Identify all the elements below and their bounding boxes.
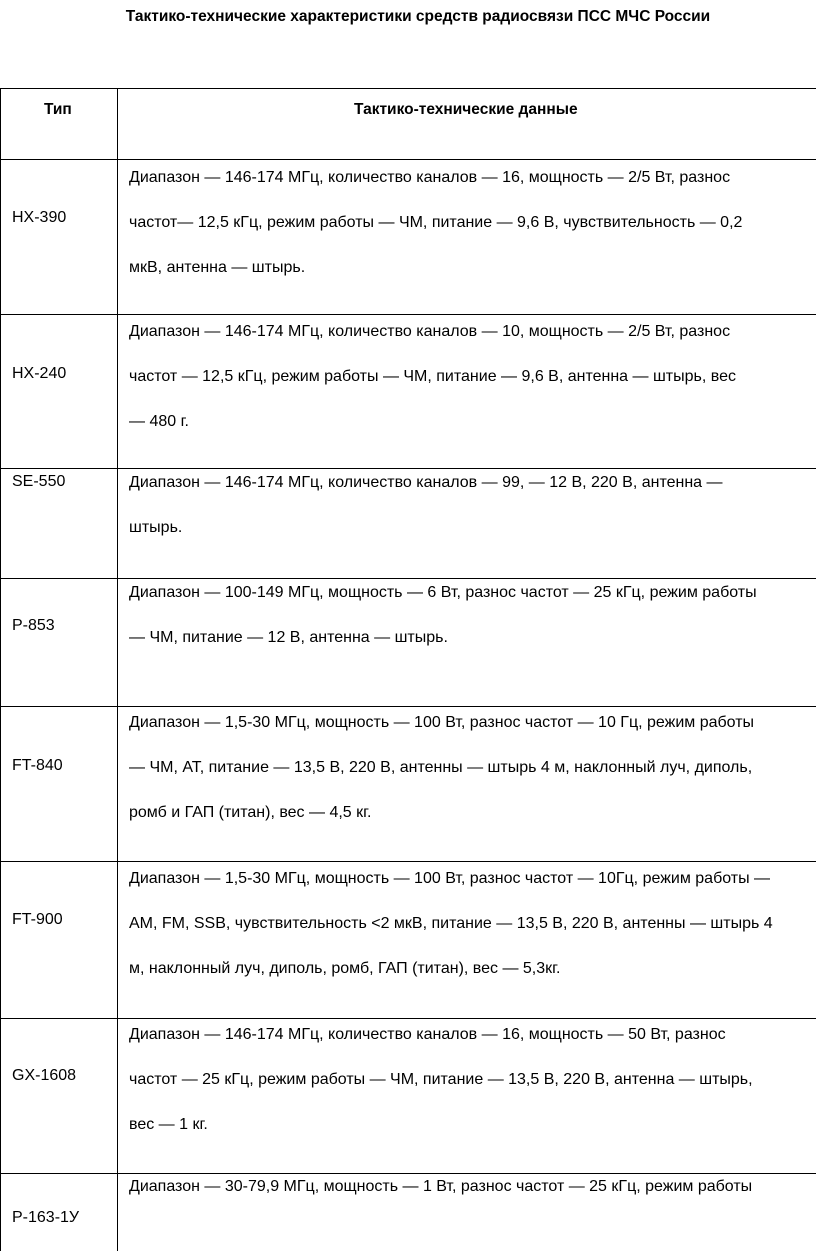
- row-type: HX-390: [12, 209, 67, 226]
- description-line: Диапазон — 146-174 МГц, количество каналов — 16, мощность — 50 Вт, разнос: [129, 1026, 726, 1043]
- header-data: Тактико-технические данные: [354, 101, 578, 118]
- row-description: [129, 1012, 816, 1147]
- description-line: — ЧМ, питание — 12 В, антенна — штырь.: [129, 629, 448, 646]
- description-line: ромб и ГАП (титан), вес — 4,5 кг.: [129, 804, 372, 821]
- description-line: Диапазон — 146-174 МГц, количество каналов — 10, мощность — 2/5 Вт, разнос: [129, 323, 731, 340]
- description-line: частот — 12,5 кГц, режим работы — ЧМ, питание — 9,6 В, антенна — штырь, вес: [129, 368, 736, 385]
- description-line: Диапазон — 30-79,9 МГц, мощность — 1 Вт, разнос частот — 25 кГц, режим работы: [129, 1178, 753, 1195]
- row-type: FT-840: [12, 757, 63, 774]
- description-line: — 480 г.: [129, 413, 189, 430]
- row-description: [129, 309, 816, 444]
- description-line: — ЧМ, АТ, питание — 13,5 В, 220 В, антенны — штырь 4 м, наклонный луч, диполь,: [129, 759, 753, 776]
- description-line: Диапазон — 146-174 МГц, количество каналов — 16, мощность — 2/5 Вт, разнос: [129, 169, 731, 186]
- column-divider: [117, 88, 118, 1251]
- description-line: Диапазон — 1,5-30 МГц, мощность — 100 Вт, разнос частот — 10Гц, режим работы —: [129, 870, 771, 887]
- description-line: частот— 12,5 кГц, режим работы — ЧМ, питание — 9,6 В, чувствительность — 0,2: [129, 214, 743, 231]
- description-line: вес — 1 кг.: [129, 1116, 208, 1133]
- table-border-left: [0, 88, 1, 1251]
- row-type: SE-550: [12, 473, 66, 490]
- row-type: Р-853: [12, 617, 55, 634]
- page-title: Тактико-технические характеристики средств радиосвязи ПСС МЧС России: [125, 8, 711, 25]
- row-type: HX-240: [12, 365, 67, 382]
- row-description: [129, 155, 816, 290]
- row-description: [129, 856, 816, 991]
- row-type: FT-900: [12, 911, 63, 928]
- row-type: GX-1608: [12, 1067, 77, 1084]
- header-type: Тип: [44, 101, 72, 118]
- row-type: Р-163-1У: [12, 1209, 80, 1226]
- description-line: частот — 25 кГц, режим работы — ЧМ, питание — 13,5 В, 220 В, антенна — штырь,: [129, 1071, 753, 1088]
- description-line: Диапазон — 100-149 МГц, мощность — 6 Вт, разнос частот — 25 кГц, режим работы: [129, 584, 757, 601]
- row-description: [129, 460, 816, 550]
- description-line: АМ, FM, SSB, чувствительность <2 мкВ, питание — 13,5 В, 220 В, антенны — штырь 4: [129, 915, 773, 932]
- row-description: [129, 700, 816, 835]
- row-description: [129, 1164, 816, 1209]
- table-border-top: [0, 88, 816, 89]
- description-line: штырь.: [129, 519, 183, 536]
- description-line: м, наклонный луч, диполь, ромб, ГАП (титан), вес — 5,3кг.: [129, 960, 561, 977]
- description-line: мкВ, антенна — штырь.: [129, 259, 306, 276]
- description-line: Диапазон — 146-174 МГц, количество каналов — 99, — 12 В, 220 В, антенна —: [129, 474, 723, 491]
- description-line: Диапазон — 1,5-30 МГц, мощность — 100 Вт, разнос частот — 10 Гц, режим работы: [129, 714, 755, 731]
- row-description: [129, 570, 816, 660]
